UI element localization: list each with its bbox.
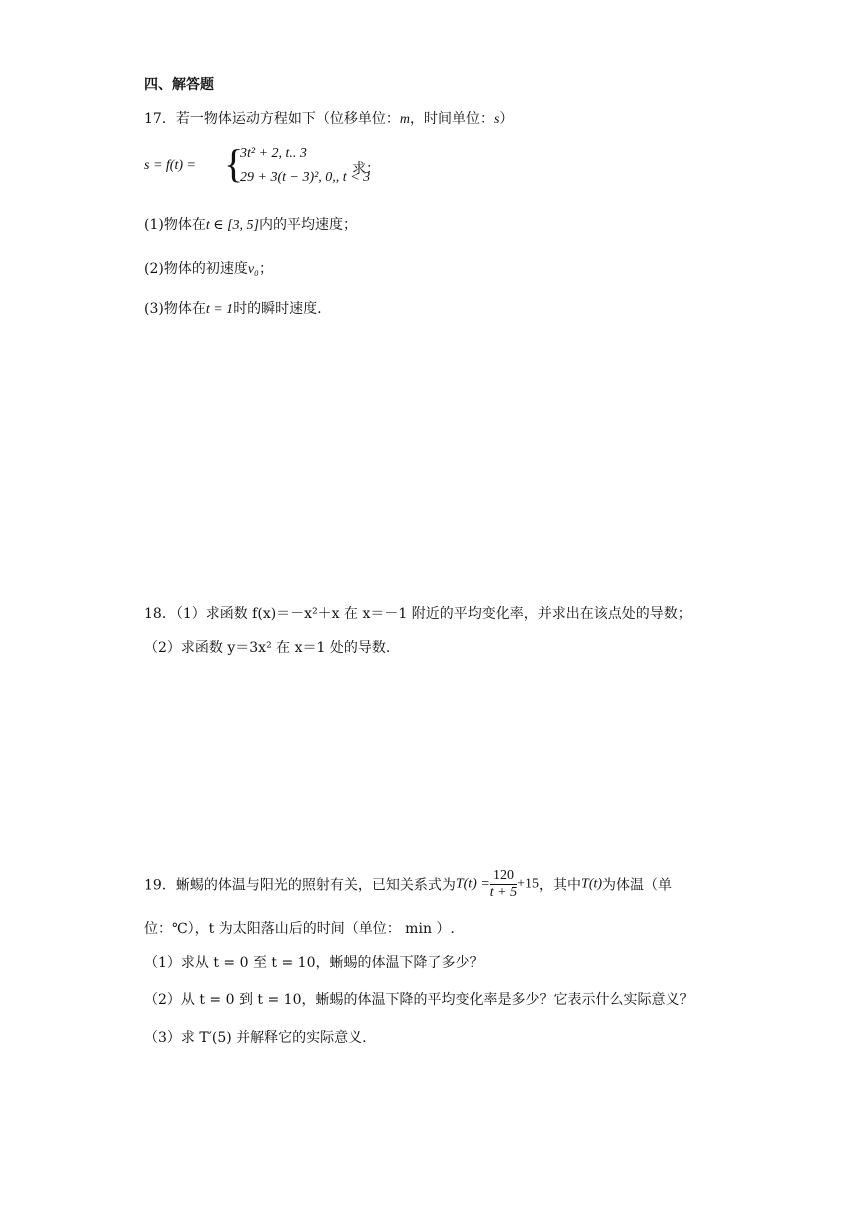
q17-stem [144,108,513,128]
q17-unit-m: m [399,112,410,127]
q19-part-1: （1）求从 t = 0 至 t = 10，蜥蜴的体温下降了多少？ [144,955,484,971]
q17-eq-suffix: 求： [352,161,380,177]
q17-piecewise-equation [144,141,544,191]
q18-line-2: （2）求函数 y＝3x² 在 x＝1 处的导数. [144,640,391,656]
q17-unit-s: s [493,112,500,127]
q19-fraction [490,868,517,901]
q17-p2-prefix: (2)物体的初速度 [144,261,248,277]
q17-p3-prefix: (3)物体在 [144,301,206,317]
q17-p2-math: v₀ [247,262,259,277]
q19-frac-num: 120 [490,868,517,885]
q17-case-2: 29 + 3(t − 3)², 0,, t < 3 [240,170,371,185]
section-title: 四、解答题 [144,77,214,93]
q17-part-1 [144,214,357,234]
q17-stem-mid: ，时间单位： [409,111,494,127]
q17-stem-end: ） [499,111,514,127]
q19-line1-prefix: 19．蜥蜴的体温与阳光的照射有关，已知关系式为 [144,877,456,894]
q17-p1-math: t ∈ [3, 5] [205,218,259,233]
q17-p1-prefix: (1)物体在 [144,217,206,233]
q17-eq-lhs: s = f(t) = [144,158,196,173]
q19-line1-end: 为体温（单 [602,877,673,894]
q17-p3-suffix: 时的瞬时速度. [233,301,322,317]
q19-line1-math: T(t) [581,876,603,892]
q19-formula-tail: +15 [517,876,540,892]
q17-part-2 [144,258,273,278]
q17-stem-prefix: 17．若一物体运动方程如下（位移单位： [144,111,400,127]
q19-part-3: （3）求 T′(5) 并解释它的实际意义. [144,1030,367,1046]
q19-line1-suffix: ，其中 [539,877,582,894]
q17-p2-suffix: ； [258,261,273,277]
q17-p3-math: t = 1 [205,302,234,317]
q18-line-1: 18．（1）求函数 f(x)＝－x²＋x 在 x＝－1 附近的平均变化率，并求出在该点处的导数； [144,606,692,622]
q19-frac-den: t + 5 [489,885,518,900]
q19-line-2: 位：℃），t 为太阳落山后的时间（单位： min ）. [144,921,455,937]
q17-p1-suffix: 内的平均速度； [259,217,357,233]
q19-line-1 [144,868,672,908]
q17-case-1: 3t² + 2, t.. 3 [240,146,307,161]
q17-brace: { [224,141,244,186]
q19-part-2: （2）从 t = 0 到 t = 10，蜥蜴的体温下降的平均变化率是多少？它表示什么实际意义？ [144,992,694,1008]
q19-formula-lhs: T(t) = [455,876,490,892]
q17-part-3 [144,298,322,318]
